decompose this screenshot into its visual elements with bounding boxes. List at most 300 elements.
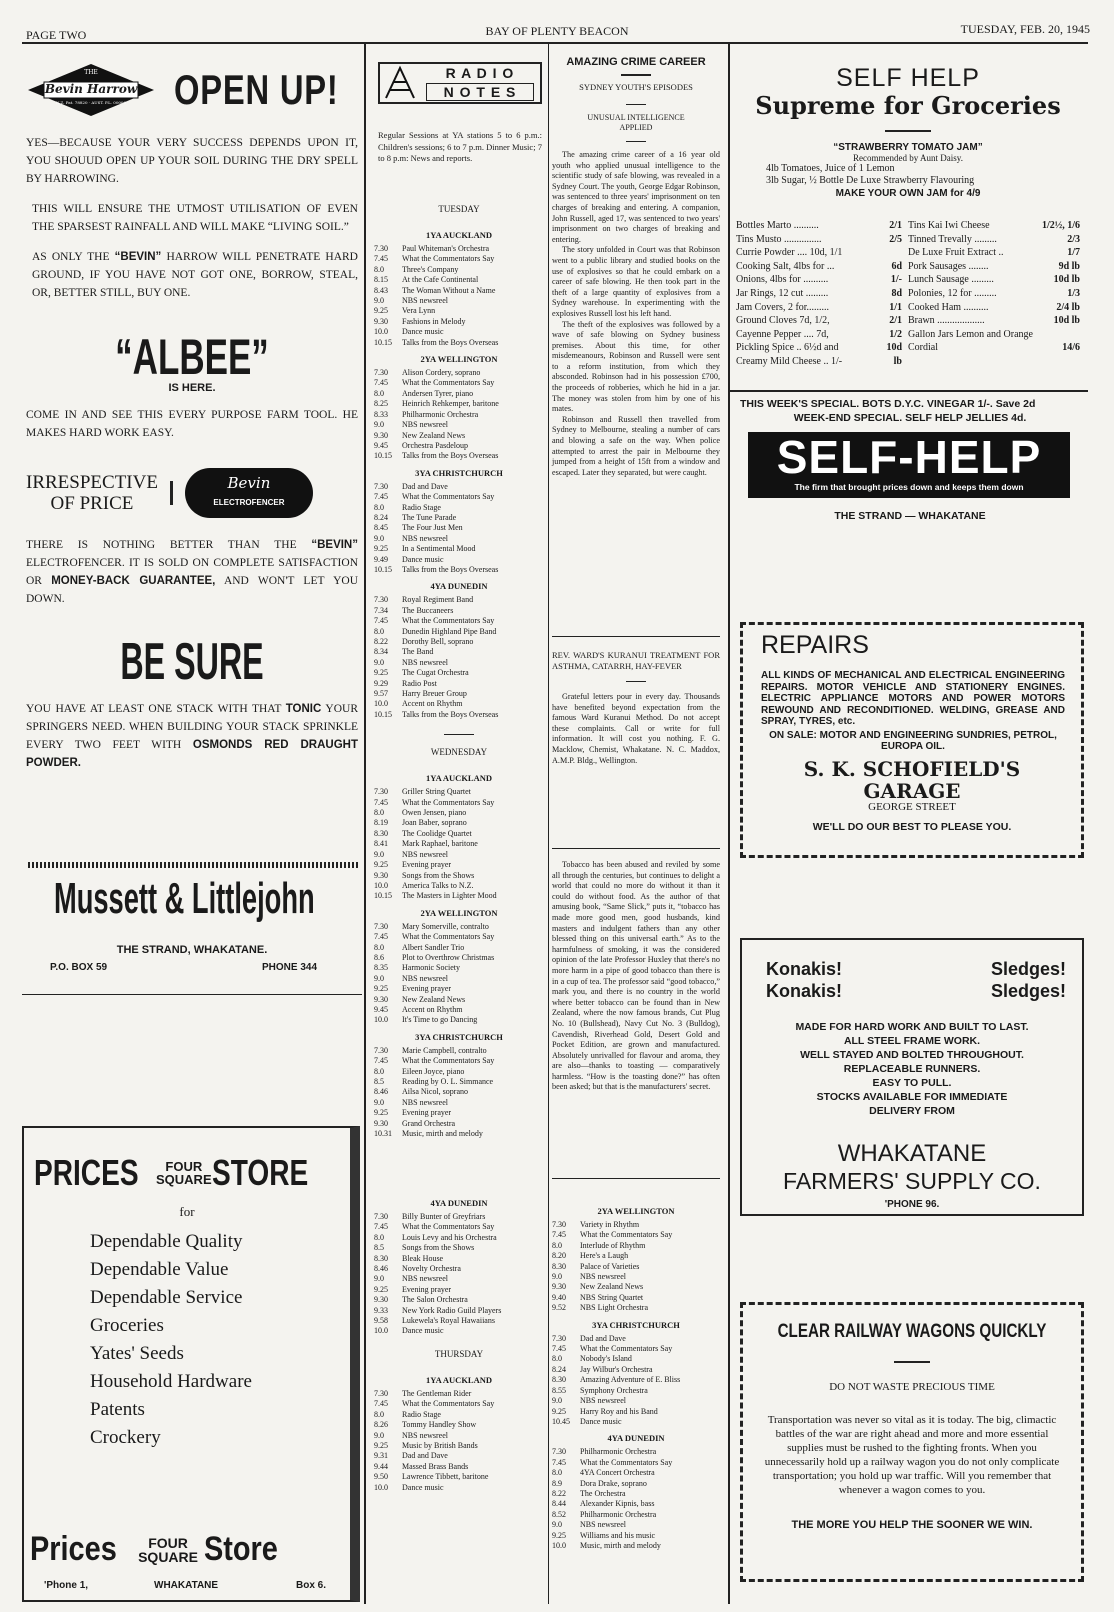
radio-programme-row [374,1046,544,1056]
programme-time: 8.15 [374,275,388,285]
programme-title: Evening prayer [402,1284,452,1294]
radio-programme-row [552,1489,720,1499]
for-label: for [179,1204,195,1219]
programme-time: 7.45 [552,1230,566,1240]
programme-title: What the Commentators Say [402,616,495,626]
programme-title: Orchestra Pasdeloup [402,440,468,450]
self-help-price-list [736,219,1080,369]
programme-title: Palace of Varieties [580,1261,640,1271]
programme-time: 10.0 [552,1540,566,1550]
price-item: Creamy Mild Cheese .. 1/- [736,355,843,367]
weekend-special: WEEK-END SPECIAL. SELF HELP JELLIES 4d. [793,412,1027,424]
self-help-subtitle: Supreme for Groceries [755,91,1061,120]
price-item: Onions, 4lbs for .......... [736,274,829,286]
programme-time: 8.41 [374,839,388,849]
price-row [736,233,902,247]
para-utilisation: THIS WILL ENSURE THE UTMOST UTILISATION OF EVEN THE SPARSEST RAINFALL AND WILL MAKE “LIVING SOIL.” [32,203,358,233]
programme-title: Andersen Tyrer, piano [402,388,474,398]
price-row [736,273,902,287]
radio-programme-row [374,1119,544,1129]
repairs-title: REPAIRS [761,631,869,659]
programme-title: Evening prayer [402,984,452,994]
programme-time: 9.25 [374,1284,388,1294]
programme-title: Heinrich Rehkemper, baritone [402,399,499,409]
programme-title: Variety in Rhythm [580,1220,640,1229]
radio-programme-row [374,296,544,306]
programme-title: In a Sentimental Mood [402,544,476,554]
radio-programme-row [552,1520,720,1530]
programme-title: Three's Company [402,264,459,274]
price-value: 1/2 [889,328,902,340]
radio-programme-row [374,503,544,513]
sledges-heading: Sledges! Sledges! [990,959,1066,1001]
radio-programme-row [374,818,544,828]
programme-title: Jay Wilbur's Orchestra [580,1364,653,1374]
programme-title: Reading by O. L. Simmance [402,1077,494,1086]
price-item: Tins Musto ............... [736,233,822,245]
konakis-feature-line: WELL STAYED AND BOLTED THROUGHOUT. [800,1049,1024,1061]
programme-title: Philharmonic Orchestra [580,1509,657,1519]
radio-programme-row [374,710,544,720]
programme-title: Tommy Handley Show [402,1420,477,1430]
radio-programme-row [374,595,544,605]
radio-programme-row [374,943,544,953]
programme-title: The Four Just Men [402,523,463,533]
dependable-item: Household Hardware [90,1371,252,1392]
radio-programme-row [374,689,544,699]
programme-time: 7.34 [374,605,388,615]
railway-ad [740,1302,1084,1582]
programme-time: 9.0 [374,296,384,306]
programme-time: 9.57 [374,689,388,699]
radio-station-heading: 3YA CHRISTCHURCH [592,1319,680,1330]
price-row [908,341,1080,355]
radio-programme-row [552,1230,720,1240]
radio-programme-row [374,1222,544,1232]
programme-title: New Zealand News [402,994,466,1004]
programme-title: Talks from the Boys Overseas [402,337,499,347]
radio-programme-row [552,1344,720,1354]
farmers-supply-2: FARMERS' SUPPLY CO. [783,1168,1041,1194]
radio-programme-row [374,699,544,709]
programme-title: New Zealand News [580,1282,644,1292]
programme-title: Fashions in Melody [402,316,466,326]
radio-programme-row [374,410,544,420]
farmers-phone: 'PHONE 96. [884,1199,940,1210]
radio-programme-row [374,871,544,881]
radio-programme-row [552,1386,720,1396]
programme-time: 8.19 [374,818,388,828]
radio-notes-banner [378,62,542,104]
programme-title: The Buccaneers [402,605,454,615]
radio-programme-row [552,1241,720,1251]
radio-programme-row [374,378,544,388]
programme-title: NBS newsreel [402,1097,448,1107]
radio-programme-row [374,606,544,616]
programme-time: 8.0 [374,942,384,952]
programme-title: Lawrence Tibbett, baritone [402,1472,489,1482]
radio-programme-row [374,932,544,942]
radio-programme-row [552,1407,720,1417]
programme-time: 7.45 [374,1399,388,1409]
programme-time: 7.30 [374,1388,388,1398]
dependable-item: Dependable Value [90,1259,229,1280]
programme-time: 9.30 [552,1282,566,1292]
programme-time: 8.55 [552,1385,566,1395]
programme-time: 9.29 [374,678,388,688]
firm-phone: PHONE 344 [262,962,318,973]
radio-schedule-thu-cont [552,1200,720,1551]
price-row [908,273,1080,287]
programme-title: Radio Stage [402,1409,441,1419]
radio-programme-row [374,995,544,1005]
jam-line-2: 3lb Sugar, ½ Bottle De Luxe Strawberry Flavouring [766,175,975,186]
logo-sub: N.Z. Pat. 78820 · AUST. P.L. 00000 [55,100,127,105]
programme-time: 9.25 [374,544,388,554]
programme-time: 10.0 [374,1326,388,1336]
price-value: 6d [891,260,902,272]
jam-line-1: 4lb Tomatoes, Juice of 1 Lemon [766,163,895,174]
radio-programme-row [374,1243,544,1253]
programme-title: At the Cafe Continental [402,275,479,285]
price-row [736,219,902,233]
radio-station-heading: 1YA AUCKLAND [425,773,493,784]
programme-title: NBS newsreel [580,1272,626,1282]
weekly-special: THIS WEEK'S SPECIAL. BOTS D.Y.C. VINEGAR 1/-. Save 2d [740,398,1036,410]
programme-time: 7.30 [374,1045,388,1055]
radio-station-heading: 2YA WELLINGTON [597,1206,675,1216]
programme-title: What the Commentators Say [402,378,495,388]
radio-programme-row [552,1354,720,1364]
repairs-sale: ON SALE: MOTOR AND ENGINEERING SUNDRIES, PETROL, EUROPA OIL. [769,729,1057,752]
programme-title: Dorothy Bell, soprano [402,637,474,646]
programme-title: The Salon Orchestra [402,1295,468,1305]
four-square-town: WHAKATANE [154,1580,219,1591]
radio-day-heading: WEDNESDAY [430,747,488,758]
programme-time: 8.0 [374,388,384,398]
ward-article [552,650,720,766]
programme-time: 7.30 [374,1212,388,1221]
radio-programme-row [374,317,544,327]
radio-day-heading: TUESDAY [438,204,480,214]
programme-title: Philharmonic Orchestra [580,1447,657,1457]
programme-title: Radio Post [402,678,437,688]
price-row [908,287,1080,301]
price-item: Cooked Ham .......... [908,301,989,313]
programme-time: 9.30 [374,1118,388,1128]
ward-body: Grateful letters pour in every day. Thousands have benefited beyond expectation from the famous Ward Kuranui Method. Do not accept these complaints. Call or write for full information. It will cost you nothing. F. G. Macklow, Chemist, Whakatane. N. C. Maddox, A.M.P. Bldg., Wellington. [552,692,720,765]
programme-time: 7.45 [374,254,388,264]
programme-title: Royal Regiment Band [402,595,474,605]
radio-programme-row [374,265,544,275]
programme-title: Philharmonic Orchestra [402,409,479,419]
price-value: 2/3 [1067,233,1080,245]
programme-time: 7.45 [374,378,388,388]
price-row [908,301,1080,315]
programme-title: Dunedin Highland Pipe Band [402,626,497,636]
programme-time: 8.22 [552,1488,566,1498]
price-row [736,355,902,369]
programme-time: 9.49 [374,554,388,564]
programme-title: It's Time to go Dancing [402,1015,478,1025]
programme-time: 8.33 [374,409,388,419]
crime-p4: Robinson and Russell then travelled from Sydney to Melbourne, stealing a number of cars and blowing a safe on the way. When police attempted to arrest the pair in Melbourne they jumped from a height of 15ft from a window and escaped. Later they separated, but were caught. [552,414,720,477]
programme-time: 9.40 [552,1292,566,1302]
price-row [736,314,902,328]
george-street: GEORGE STREET [868,800,956,813]
price-row [736,301,902,315]
self-help-banner: SELF-HELP The firm that brought prices down and keeps them down [748,432,1070,498]
radio-programme-row [374,787,544,797]
price-row [908,328,1080,342]
radio-programme-row [374,286,544,296]
programme-title: NBS Light Orchestra [580,1303,648,1313]
radio-programme-row [374,399,544,409]
radio-programme-row [374,420,544,430]
programme-title: The Gentleman Rider [402,1388,472,1398]
programme-title: Accent on Rhythm [402,1004,463,1014]
radio-station-heading: 4YA DUNEDIN [430,1198,488,1208]
farmers-supply-1: WHAKATANE [837,1140,987,1167]
programme-title: Talks from the Boys Overseas [402,451,499,461]
radio-programme-row [374,1098,544,1108]
programme-time: 10.15 [374,337,392,347]
radio-programme-row [374,368,544,378]
price-value: 14/6 [1062,342,1080,354]
price-item: Jam Covers, 2 for......... [736,301,830,313]
price-row [908,233,1080,247]
radio-programme-row [374,1254,544,1264]
radio-programme-row [552,1510,720,1520]
programme-time: 7.45 [374,797,388,807]
radio-programme-row [374,891,544,901]
konakis-feature-line: REPLACEABLE RUNNERS. [843,1063,981,1075]
radio-programme-row [374,1431,544,1441]
radio-programme-row [552,1375,720,1385]
programme-time: 8.30 [552,1261,566,1271]
self-help-address: THE STRAND — WHAKATANE [834,510,986,522]
programme-title: Owen Jensen, piano [402,808,467,818]
crime-p1: The amazing crime career of a 16 year old youth who applied unusual intelligence to the scientific study of safe blowing, was revealed in a Sydney Court. The youth, George Edgar Robinson, was sentenced to three years' imprisonment on ten charges of breaking and entering. A companion, John Russell, aged 17, was sentenced to two years' imprisonment on two charges of breaking and entering. [552,150,720,244]
programme-title: NBS newsreel [580,1520,626,1530]
radio-programme-row [374,513,544,523]
price-value: 9d lb [1058,260,1080,272]
programme-time: 7.30 [374,921,388,931]
konakis-feature-line: EASY TO PULL. [872,1077,952,1089]
price-item: Lunch Sausage ......... [908,274,994,286]
programme-time: 8.0 [374,502,384,512]
irrespective-heading: IRRESPECTIVE OF PRICE [26,472,158,514]
programme-time: 9.25 [552,1530,566,1540]
radio-station-heading: 2YA WELLINGTON [420,907,498,918]
radio-programme-row [374,637,544,647]
programme-time: 9.0 [374,973,384,983]
programme-time: 10.15 [374,891,392,901]
programme-title: Alison Cordery, soprano [402,368,481,378]
programme-title: Joan Baber, soprano [402,818,467,828]
radio-mast-icon [380,64,420,102]
radio-programme-row [374,1077,544,1087]
programme-title: NBS newsreel [402,1274,448,1284]
programme-time: 7.30 [374,244,388,253]
radio-programme-row [374,441,544,451]
tobacco-article [552,860,720,1093]
radio-programme-row [374,1420,544,1430]
radio-programme-row [552,1220,720,1230]
programme-title: Mark Raphael, baritone [402,839,478,849]
programme-time: 10.0 [374,1015,388,1025]
repairs-ad [740,622,1084,858]
radio-programme-row [552,1396,720,1406]
radio-programme-row [374,616,544,626]
programme-title: 4YA Concert Orchestra [580,1468,655,1478]
radio-schedule-tue-wed [374,192,544,1139]
programme-title: Dance music [402,554,444,564]
price-item: Cayenne Pepper .... 7d, [736,328,829,340]
radio-programme-row [374,327,544,337]
radio-programme-row [552,1531,720,1541]
radio-programme-row [374,953,544,963]
programme-time: 9.0 [374,533,384,543]
radio-programme-row [374,544,544,554]
programme-title: What the Commentators Say [402,932,495,942]
radio-programme-row [374,1129,544,1139]
programme-title: Dad and Dave [402,1451,448,1461]
programme-time: 9.0 [374,1274,384,1284]
radio-programme-row [374,1472,544,1482]
programme-time: 7.45 [552,1344,566,1354]
programme-time: 10.0 [374,880,388,890]
four-square-phone: 'Phone 1, [44,1580,89,1591]
self-help-title: SELF HELP [836,64,980,92]
price-value: 1/- [890,274,902,286]
jam-line-3: MAKE YOUR OWN JAM for 4/9 [835,188,981,199]
programme-title: Dance music [402,1326,444,1336]
dependable-item: Yates' Seeds [90,1343,184,1364]
price-value: lb [893,355,902,367]
radio-intro: Regular Sessions at YA stations 5 to 6 p.m.: Children's sessions; 6 to 7 p.m. Dinner Music; 7 to 8 p.m: News and reports. [378,130,542,163]
programme-title: Alexander Kipnis, bass [580,1499,655,1509]
railway-title: CLEAR RAILWAY WAGONS QUICKLY [777,1321,1047,1342]
programme-title: Louis Levy and his Orchestra [402,1232,497,1242]
header-rule [22,42,1088,44]
programme-title: NBS newsreel [402,849,448,859]
programme-title: Symphony Orchestra [580,1385,648,1395]
programme-title: What the Commentators Say [402,492,495,502]
programme-title: NBS newsreel [402,533,448,543]
crime-p2: The story unfolded in Court was that Robinson went to a public library and studied books on the use of explosives so that he could embark on a career of safe blowing. He then took part in the theft of a large quantity of explosives from a Sydney warehouse. In experimenting with the explosives Russell lost his left hand. [552,245,720,318]
radio-programme-row [374,963,544,973]
programme-title: Here's a Laugh [580,1251,629,1261]
radio-programme-row [374,1285,544,1295]
radio-day-heading: THURSDAY [434,1348,484,1359]
programme-time: 7.30 [374,481,388,491]
programme-time: 8.46 [374,1087,388,1097]
programme-title: Paul Whiteman's Orchestra [402,244,490,253]
radio-programme-row [552,1447,720,1457]
programme-title: What the Commentators Say [580,1344,673,1354]
programme-time: 7.30 [552,1220,566,1229]
crime-p3: The theft of the explosives was followed by a wave of safe blowing on Sydney business premises. About this time, for other misdemeanours, Robinson and Russell were sent to a reform institution, from which they absconded. Robinson had in his possession £700, the proceeds of robberies, which he hid in a jar. The money was stolen from him by one of his mates. [552,319,720,414]
price-row [736,260,902,274]
ward-title: REV. WARD'S KURANUI TREATMENT FOR ASTHMA, CATARRH, HAY-FEVER [552,650,720,671]
radio-station-heading: 4YA DUNEDIN [430,581,488,592]
programme-title: Evening prayer [402,1108,452,1118]
programme-title: Dad and Dave [580,1333,626,1343]
para-harrowing: YES—BECAUSE YOUR VERY SUCCESS DEPENDS UPON IT, YOU SHOUUD OPEN UP YOUR SOIL DURING THE DRY SPELL BY HARROWING. [26,137,358,185]
programme-title: New Zealand News [402,430,466,440]
programme-time: 10.15 [374,564,392,574]
price-value: 1/2½, 1/6 [1041,220,1080,231]
dependable-item: Patents [90,1399,145,1420]
programme-time: 9.25 [374,306,388,316]
programme-time: 8.34 [374,647,388,657]
price-value: 1/3 [1067,287,1080,299]
price-item: Jar Rings, 12 cut ......... [736,287,829,299]
programme-time: 8.0 [374,1066,384,1076]
railway-body: Transportation was never so vital as it is today. The big, climactic battles of the war are right ahead and more and more essential supplies must be rushed to the fighting fronts. When you unnecessarily hold up a railway wagon you do not only complicate transportation; you hold up war traffic. Will you remember that whenever a wagon comes to you. [764,1414,1060,1496]
radio-programme-row [552,1365,720,1375]
mussett-littlejohn: Mussett & Littlejohn [54,874,315,923]
radio-programme-row [374,1441,544,1451]
programme-title: What the Commentators Say [402,254,495,264]
programme-time: 9.0 [374,849,384,859]
programme-time: 8.30 [552,1375,566,1385]
radio-programme-row [374,922,544,932]
price-row [736,246,902,260]
radio-programme-row [374,389,544,399]
konakis-features [742,1020,1082,1118]
programme-time: 9.0 [374,1097,384,1107]
electrofencer-text: THERE IS NOTHING BETTER THAN THE “BEVIN” ELECTROFENCER. IT IS SOLD ON COMPLETE SATISFACTION OR MONEY-BACK GUARANTEE, AND WON'T LET YOU DOWN. [26,539,359,605]
programme-title: Albert Sandler Trio [402,942,465,952]
programme-time: 9.0 [374,657,384,667]
programme-title: NBS newsreel [402,296,448,306]
programme-time: 8.46 [374,1264,388,1274]
programme-title: The Tune Parade [402,512,457,522]
konakis-feature-line: MADE FOR HARD WORK AND BUILT TO LAST. [795,1021,1029,1033]
radio-programme-row [374,808,544,818]
programme-time: 7.45 [374,932,388,942]
programme-title: New York Radio Guild Players [402,1305,502,1315]
radio-programme-row [552,1282,720,1292]
radio-programme-row [374,1212,544,1222]
radio-programme-row [552,1417,720,1427]
programme-time: 7.45 [374,1056,388,1066]
programme-title: Harry Roy and his Band [580,1406,658,1416]
price-item: Bottles Marto .......... [736,220,819,231]
radio-programme-row [374,627,544,637]
price-value: 2/1 [889,315,902,327]
four-square-box: Box 6. [296,1580,327,1591]
radio-programme-row [374,668,544,678]
programme-time: 9.45 [374,1004,388,1014]
programme-time: 8.0 [374,264,384,274]
programme-time: 7.45 [374,492,388,502]
programme-time: 9.31 [374,1451,388,1461]
programme-title: What the Commentators Say [580,1230,673,1240]
programme-time: 7.30 [374,368,388,378]
programme-time: 8.30 [374,828,388,838]
programme-title: Dora Drake, soprano [580,1478,647,1488]
programme-title: NBS newsreel [402,973,448,983]
programme-time: 9.25 [374,860,388,870]
radio-programme-row [374,839,544,849]
programme-title: The Orchestra [580,1488,626,1498]
programme-time: 7.45 [374,616,388,626]
radio-programme-row [552,1499,720,1509]
price-row [736,328,902,342]
